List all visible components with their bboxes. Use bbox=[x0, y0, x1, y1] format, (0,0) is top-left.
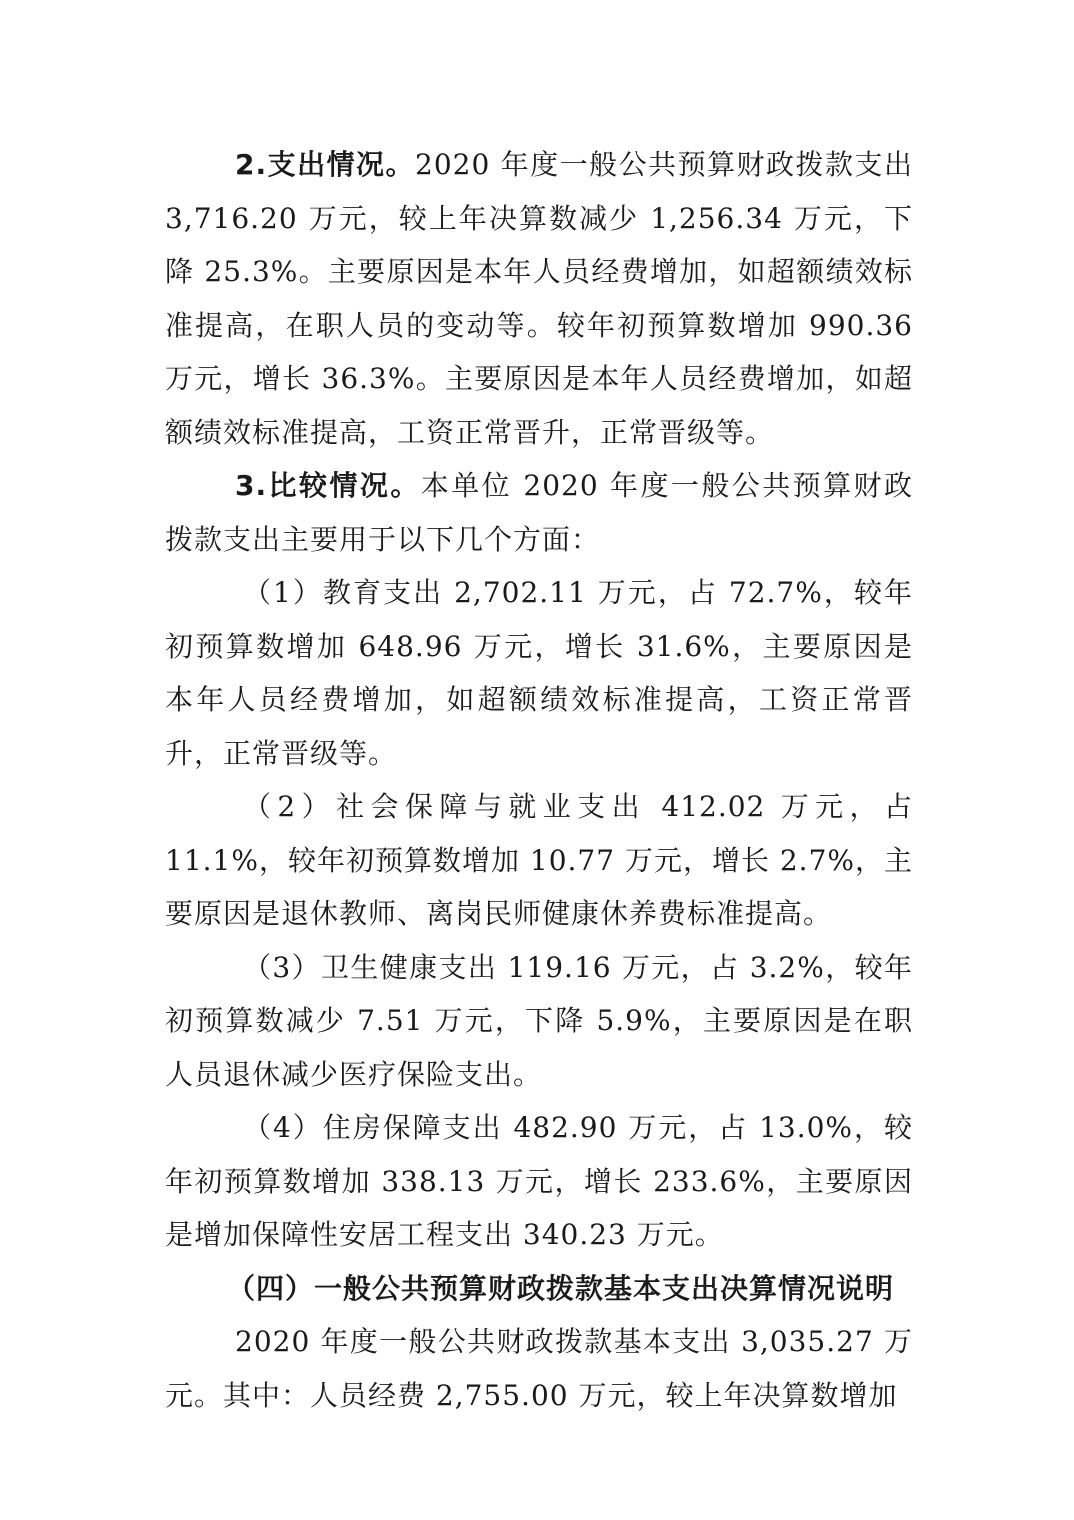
education-item-paragraph: （1）教育支出 2,702.11 万元，占 72.7%，较年初预算数增加 648.96 万元，增长 31.6%，主要原因是本年人员经费增加，如超额绩效标准提高，工资正常晋升，正常晋级等。 bbox=[165, 576, 913, 770]
document-page bbox=[165, 138, 913, 1422]
basic-expenditure-paragraph: 2020 年度一般公共财政拨款基本支出 3,035.27 万元。其中：人员经费 2,755.00 万元，较上年决算数增加 bbox=[165, 1325, 913, 1412]
expenditure-lead: 2.支出情况。 bbox=[235, 148, 416, 181]
comparison-paragraph bbox=[165, 459, 913, 566]
section-heading: （四）一般公共预算财政拨款基本支出决算情况说明 bbox=[227, 1271, 895, 1305]
expenditure-text: 2020 年度一般公共预算财政拨款支出 3,716.20 万元，较上年决算数减少 1,256.34 万元，下降 25.3%。主要原因是本年人员经费增加，如超额绩效标准提高，在职人员的变动等。较年初预算数增加 990.36 万元，增长 36.3%。主要原因是本年人员经费增加，如超额绩效标准提高，工资正常晋升，正常晋级等。 bbox=[165, 148, 913, 449]
health-item-paragraph: （3）卫生健康支出 119.16 万元，占 3.2%，较年初预算数减少 7.51 万元，下降 5.9%，主要原因是在职人员退休减少医疗保险支出。 bbox=[165, 950, 913, 1091]
housing-item-paragraph: （4）住房保障支出 482.90 万元，占 13.0%，较年初预算数增加 338.13 万元，增长 233.6%，主要原因是增加保障性安居工程支出 340.23 万元。 bbox=[165, 1111, 913, 1251]
social-security-item-paragraph: （2）社会保障与就业支出 412.02 万元，占 11.1%，较年初预算数增加 10.77 万元，增长 2.7%，主要原因是退休教师、离岗民师健康休养费标准提高。 bbox=[165, 790, 913, 930]
comparison-lead: 3.比较情况。 bbox=[235, 469, 421, 502]
comparison-text: 本单位 2020 年度一般公共预算财政拨款支出主要用于以下几个方面： bbox=[165, 469, 913, 556]
expenditure-paragraph bbox=[165, 138, 913, 459]
